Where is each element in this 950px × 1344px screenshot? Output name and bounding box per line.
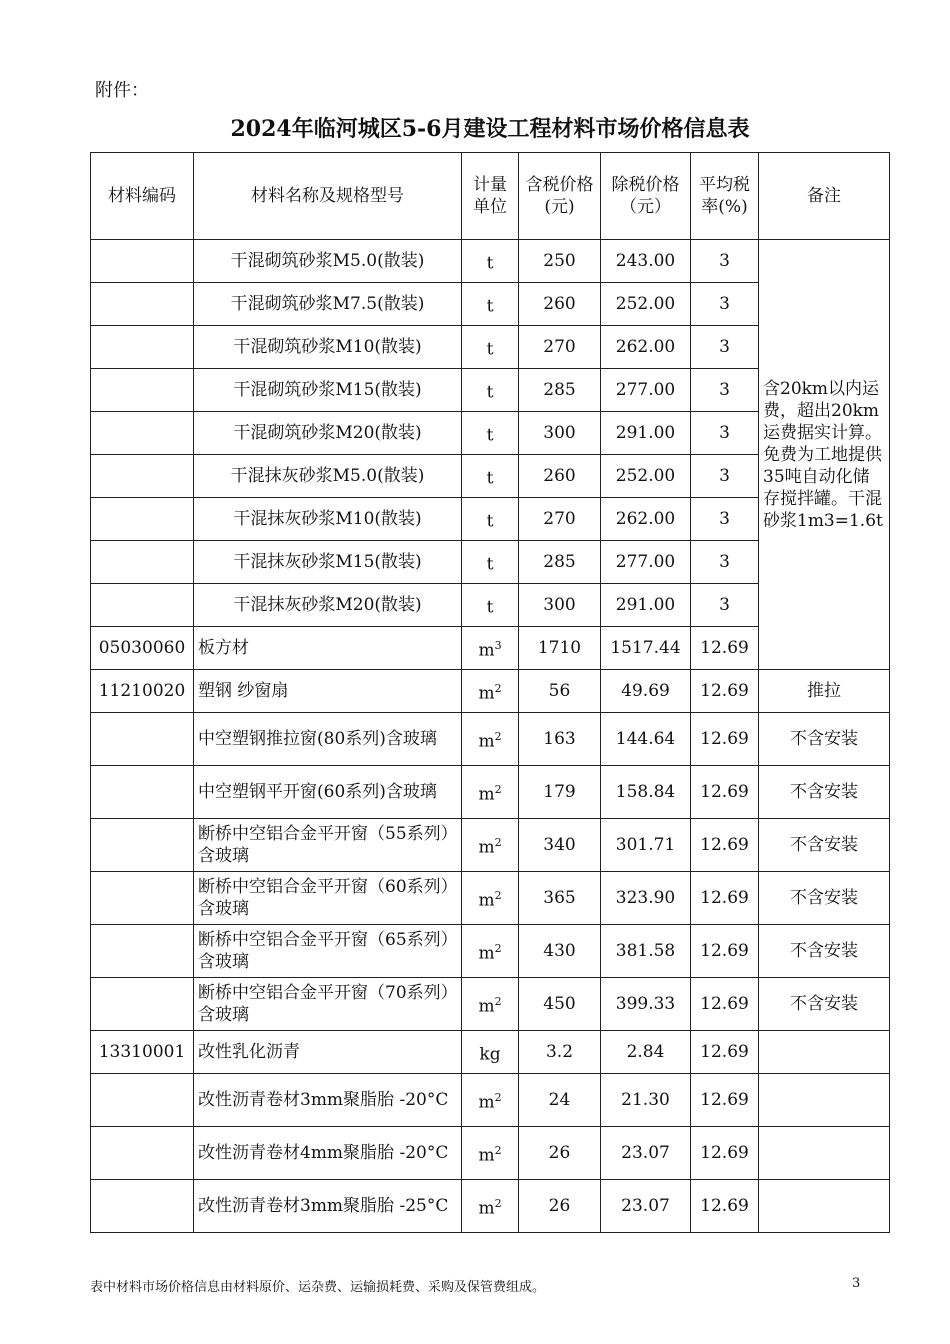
table-row: [91, 1180, 890, 1233]
cell-rate: 12.69: [691, 925, 759, 978]
cell-rate: 3: [691, 326, 759, 369]
cell-rate: 3: [691, 369, 759, 412]
unit-text: m: [478, 731, 495, 752]
cell-note: [759, 1180, 890, 1233]
unit-text: m: [478, 943, 495, 964]
cell-code: [91, 819, 194, 872]
table-row: [91, 925, 890, 978]
unit-text: m: [478, 784, 495, 805]
unit-superscript: 2: [494, 941, 502, 955]
cell-note-merged: 含20km以内运费，超出20km运费据实计算。免费为工地提供35吨自动化储存搅拌罐。干混砂浆1m3=1.6t: [759, 240, 890, 670]
header-rate: 平均税率(%): [691, 153, 759, 240]
cell-price-notax: 158.84: [601, 766, 691, 819]
unit-superscript: 2: [494, 782, 502, 796]
unit-superscript: 2: [494, 1143, 502, 1157]
table-row: [91, 670, 890, 713]
cell-price-notax: 252.00: [601, 455, 691, 498]
unit-superscript: 2: [494, 835, 502, 849]
cell-unit: [462, 766, 519, 819]
cell-unit: [462, 541, 519, 584]
cell-rate: 12.69: [691, 1127, 759, 1180]
cell-name: 改性沥青卷材3mm聚脂胎 -20°C: [194, 1074, 462, 1127]
cell-rate: 12.69: [691, 766, 759, 819]
cell-price-notax: 23.07: [601, 1180, 691, 1233]
cell-code: [91, 1074, 194, 1127]
cell-name: 断桥中空铝合金平开窗（70系列）含玻璃: [194, 978, 462, 1031]
cell-price-notax: 144.64: [601, 713, 691, 766]
cell-price-tax: 3.2: [519, 1031, 601, 1074]
cell-price-notax: 277.00: [601, 369, 691, 412]
cell-note: 推拉: [759, 670, 890, 713]
table-row: [91, 978, 890, 1031]
cell-price-notax: 291.00: [601, 584, 691, 627]
table-row: [91, 872, 890, 925]
cell-name: 中空塑钢推拉窗(80系列)含玻璃: [194, 713, 462, 766]
cell-name: 干混砌筑砂浆M10(散装): [194, 326, 462, 369]
header-unit: 计量单位: [462, 153, 519, 240]
cell-price-tax: 260: [519, 283, 601, 326]
cell-price-notax: 243.00: [601, 240, 691, 283]
table-row: [91, 713, 890, 766]
cell-rate: 3: [691, 498, 759, 541]
cell-name: 干混砌筑砂浆M5.0(散装): [194, 240, 462, 283]
table-row: [91, 819, 890, 872]
cell-rate: 12.69: [691, 670, 759, 713]
cell-price-tax: 56: [519, 670, 601, 713]
cell-unit: [462, 925, 519, 978]
cell-unit: [462, 978, 519, 1031]
page-number: 3: [852, 1276, 861, 1291]
cell-price-notax: 381.58: [601, 925, 691, 978]
attachment-label: 附件：: [95, 80, 149, 101]
price-table: [90, 152, 890, 1233]
cell-rate: 12.69: [691, 978, 759, 1031]
header-code: 材料编码: [91, 153, 194, 240]
cell-name: 中空塑钢平开窗(60系列)含玻璃: [194, 766, 462, 819]
cell-price-notax: 21.30: [601, 1074, 691, 1127]
cell-name: 干混抹灰砂浆M15(散装): [194, 541, 462, 584]
cell-price-tax: 340: [519, 819, 601, 872]
cell-rate: 3: [691, 541, 759, 584]
cell-price-tax: 270: [519, 498, 601, 541]
cell-note: [759, 1127, 890, 1180]
cell-name: 干混抹灰砂浆M10(散装): [194, 498, 462, 541]
cell-price-notax: 262.00: [601, 498, 691, 541]
cell-price-tax: 260: [519, 455, 601, 498]
cell-code: 13310001: [91, 1031, 194, 1074]
cell-code: 05030060: [91, 627, 194, 670]
table-row: [91, 1031, 890, 1074]
unit-text: t: [486, 511, 494, 532]
cell-unit: [462, 240, 519, 283]
cell-code: [91, 925, 194, 978]
unit-superscript: 2: [494, 681, 502, 695]
cell-name: 断桥中空铝合金平开窗（60系列）含玻璃: [194, 872, 462, 925]
cell-price-notax: 252.00: [601, 283, 691, 326]
cell-rate: 12.69: [691, 713, 759, 766]
cell-name: 塑钢 纱窗扇: [194, 670, 462, 713]
cell-price-tax: 250: [519, 240, 601, 283]
unit-text: m: [478, 683, 495, 704]
cell-unit: [462, 1074, 519, 1127]
unit-text: t: [486, 425, 494, 446]
unit-text: t: [486, 253, 494, 274]
unit-superscript: 2: [494, 729, 502, 743]
cell-price-notax: 262.00: [601, 326, 691, 369]
cell-rate: 12.69: [691, 627, 759, 670]
cell-code: [91, 1180, 194, 1233]
cell-unit: [462, 1031, 519, 1074]
cell-name: 干混砌筑砂浆M7.5(散装): [194, 283, 462, 326]
cell-price-tax: 300: [519, 412, 601, 455]
cell-price-notax: 277.00: [601, 541, 691, 584]
cell-name: 改性乳化沥青: [194, 1031, 462, 1074]
cell-code: [91, 369, 194, 412]
cell-unit: [462, 819, 519, 872]
cell-rate: 3: [691, 283, 759, 326]
cell-price-notax: 1517.44: [601, 627, 691, 670]
header-name: 材料名称及规格型号: [194, 153, 462, 240]
cell-rate: 12.69: [691, 872, 759, 925]
unit-text: m: [478, 640, 495, 661]
cell-unit: [462, 713, 519, 766]
unit-text: t: [486, 382, 494, 403]
cell-name: 干混抹灰砂浆M20(散装): [194, 584, 462, 627]
cell-price-tax: 365: [519, 872, 601, 925]
unit-text: m: [478, 1198, 495, 1219]
cell-note: 不含安装: [759, 925, 890, 978]
cell-code: [91, 541, 194, 584]
unit-text: m: [478, 890, 495, 911]
unit-superscript: 3: [494, 638, 502, 652]
cell-rate: 12.69: [691, 1074, 759, 1127]
cell-price-tax: 26: [519, 1127, 601, 1180]
cell-unit: [462, 872, 519, 925]
unit-text: kg: [479, 1044, 501, 1065]
cell-price-tax: 24: [519, 1074, 601, 1127]
cell-name: 改性沥青卷材4mm聚脂胎 -20°C: [194, 1127, 462, 1180]
cell-price-tax: 26: [519, 1180, 601, 1233]
cell-code: [91, 498, 194, 541]
unit-superscript: 2: [494, 1196, 502, 1210]
cell-unit: [462, 498, 519, 541]
cell-price-notax: 23.07: [601, 1127, 691, 1180]
cell-rate: 3: [691, 412, 759, 455]
cell-price-notax: 301.71: [601, 819, 691, 872]
unit-text: m: [478, 1145, 495, 1166]
cell-code: [91, 455, 194, 498]
cell-rate: 3: [691, 240, 759, 283]
cell-name: 干混抹灰砂浆M5.0(散装): [194, 455, 462, 498]
unit-text: t: [486, 296, 494, 317]
cell-price-tax: 285: [519, 541, 601, 584]
header-note: 备注: [759, 153, 890, 240]
cell-code: [91, 240, 194, 283]
cell-unit: [462, 455, 519, 498]
cell-rate: 12.69: [691, 819, 759, 872]
cell-name: 干混砌筑砂浆M15(散装): [194, 369, 462, 412]
unit-text: t: [486, 339, 494, 360]
cell-price-tax: 163: [519, 713, 601, 766]
cell-unit: [462, 283, 519, 326]
cell-note: 不含安装: [759, 872, 890, 925]
table-row: [91, 1127, 890, 1180]
cell-note: 不含安装: [759, 766, 890, 819]
table-row: [91, 240, 890, 283]
unit-text: t: [486, 554, 494, 575]
cell-price-tax: 285: [519, 369, 601, 412]
cell-unit: [462, 1180, 519, 1233]
cell-name: 板方材: [194, 627, 462, 670]
cell-unit: [462, 412, 519, 455]
cell-rate: 3: [691, 455, 759, 498]
cell-note: [759, 1031, 890, 1074]
table-header-row: [91, 153, 890, 240]
cell-note: 不含安装: [759, 819, 890, 872]
cell-price-notax: 291.00: [601, 412, 691, 455]
cell-rate: 3: [691, 584, 759, 627]
page-title: 2024年临河城区5-6月建设工程材料市场价格信息表: [230, 116, 750, 142]
unit-superscript: 2: [494, 888, 502, 902]
unit-text: t: [486, 597, 494, 618]
cell-code: [91, 584, 194, 627]
cell-price-notax: 49.69: [601, 670, 691, 713]
cell-price-notax: 2.84: [601, 1031, 691, 1074]
cell-code: [91, 283, 194, 326]
cell-code: [91, 1127, 194, 1180]
cell-price-notax: 323.90: [601, 872, 691, 925]
cell-code: [91, 713, 194, 766]
cell-code: [91, 326, 194, 369]
cell-unit: [462, 369, 519, 412]
cell-note: 不含安装: [759, 978, 890, 1031]
cell-unit: [462, 1127, 519, 1180]
cell-unit: [462, 326, 519, 369]
cell-code: [91, 978, 194, 1031]
footer-note: 表中材料市场价格信息由材料原价、运杂费、运输损耗费、采购及保管费组成。: [90, 1280, 546, 1295]
unit-text: t: [486, 468, 494, 489]
cell-code: 11210020: [91, 670, 194, 713]
unit-text: m: [478, 1092, 495, 1113]
cell-price-tax: 450: [519, 978, 601, 1031]
cell-unit: [462, 584, 519, 627]
unit-text: m: [478, 996, 495, 1017]
unit-superscript: 2: [494, 994, 502, 1008]
cell-rate: 12.69: [691, 1031, 759, 1074]
cell-unit: [462, 670, 519, 713]
cell-note: 不含安装: [759, 713, 890, 766]
cell-price-notax: 399.33: [601, 978, 691, 1031]
cell-price-tax: 300: [519, 584, 601, 627]
header-price-tax: 含税价格(元): [519, 153, 601, 240]
header-price-notax: 除税价格（元）: [601, 153, 691, 240]
cell-price-tax: 1710: [519, 627, 601, 670]
cell-code: [91, 766, 194, 819]
cell-name: 干混砌筑砂浆M20(散装): [194, 412, 462, 455]
table-row: [91, 1074, 890, 1127]
cell-price-tax: 430: [519, 925, 601, 978]
cell-code: [91, 872, 194, 925]
cell-code: [91, 412, 194, 455]
table-row: [91, 766, 890, 819]
cell-price-tax: 179: [519, 766, 601, 819]
cell-note: [759, 1074, 890, 1127]
unit-superscript: 2: [494, 1090, 502, 1104]
cell-price-tax: 270: [519, 326, 601, 369]
cell-unit: [462, 627, 519, 670]
cell-name: 改性沥青卷材3mm聚脂胎 -25°C: [194, 1180, 462, 1233]
cell-rate: 12.69: [691, 1180, 759, 1233]
unit-text: m: [478, 837, 495, 858]
cell-name: 断桥中空铝合金平开窗（55系列）含玻璃: [194, 819, 462, 872]
cell-name: 断桥中空铝合金平开窗（65系列）含玻璃: [194, 925, 462, 978]
